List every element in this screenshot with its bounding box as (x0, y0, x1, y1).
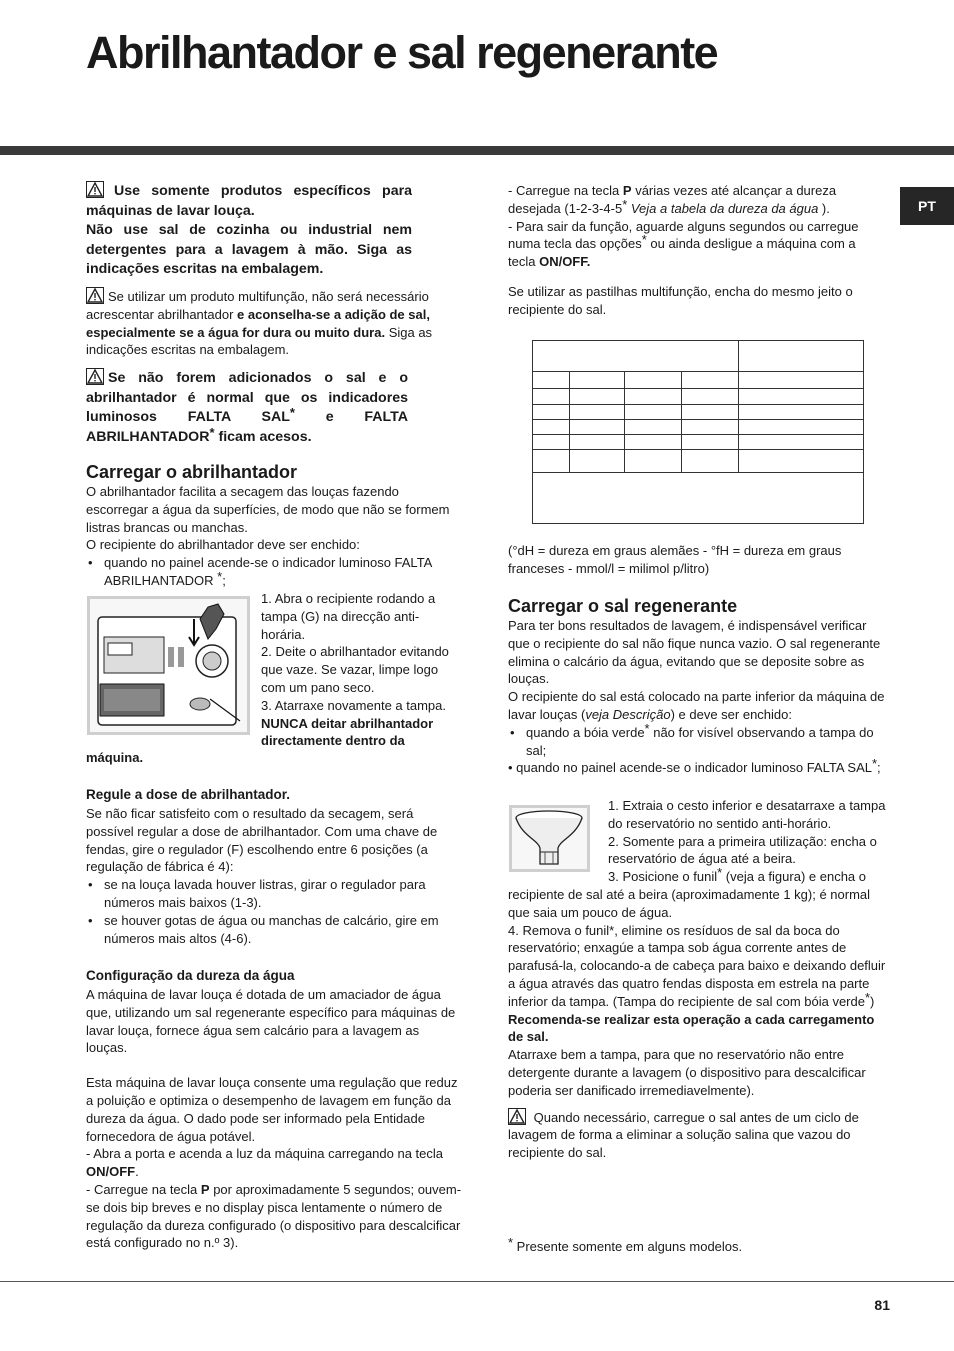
salt-text: Para ter bons resultados de lavagem, é indispensável verificar que o recipiente do sal não fique nunca vazio. O sal regenerante elimina o calcário da água, evitando que se deposite sobre as louças. O recipiente do sal está colocado na parte inferior da máquina de lavar louças (veja Descrição) e deve ser enchido: • quando a bóia verde* não for visível observando a tampa do sal; • quando no painel acende-se o indicador luminoso FALTA SAL*; (508, 618, 885, 776)
header-rule (0, 146, 954, 155)
language-tab: PT (900, 187, 954, 225)
warning-triangle-icon (86, 181, 104, 198)
warning-triangle-icon (508, 1108, 526, 1125)
warning-triangle-icon (86, 287, 104, 304)
salt-funnel-figure (509, 805, 590, 872)
page-title: Abrilhantador e sal regenerante (86, 27, 718, 78)
rinse-aid-dispenser-figure (87, 596, 250, 735)
hardness-steps-continued: - Carregue na tecla P várias vezes até alcançar a dureza desejada (1-2-3-4-5* Veja a tabela da dureza da água ). - Para sair da função, aguarde alguns segundos ou carregue numa tecla das opções* ou ainda desligue a máquina com a tecla ON/OFF. Se utilizar as pastilhas multifunção, encha do mesmo jeito o recipiente do sal. (508, 183, 859, 317)
heading-rinse-aid: Carregar o abrilhantador (86, 462, 298, 482)
footer-rule (0, 1281, 954, 1282)
footnote: * Presente somente em alguns modelos. (508, 1235, 743, 1254)
hardness-units-note: (°dH = dureza em graus alemães - °fH = dureza em graus franceses - mmol/l = milimol p/litro) (508, 543, 842, 576)
list-item: • se houver gotas de água ou manchas de calcário, gire em números mais altos (4-6). (88, 912, 439, 946)
list-item: • quando a bóia verde* não for visível observando a tampa do sal; (510, 720, 874, 758)
rinse-never-end: máquina. (86, 750, 144, 765)
salt-steps-1-3: 1. Extraia o cesto inferior e desatarraxe a tampa do reservatório no sentido anti-horário. 2. Somente para a primeira utilização: encha o reservatório de água até a beira. 3. Posicione o funil* (veja a figura) e encha o (608, 798, 886, 885)
rinse-aid-steps: 1. Abra o recipiente rodando a tampa (G) na direcção anti-horária. 2. Deite o abrilhantador evitando que vaze. Se vazar, limpe logo com um pano seco. 3. Atarraxe novamente a tampa. NUNCA deitar abrilhantador directamente dentro da (261, 591, 449, 749)
funnel-illustration (512, 808, 587, 869)
warning-triangle-icon (86, 368, 104, 385)
dispenser-illustration (90, 599, 247, 732)
salt-steps-4: recipiente de sal até a beira (aproximadamente 1 kg); é normal que saia um pouco de água. 4. Remova o funil*, elimine os resíduos de sal da boca do reservatório; enxagúe a tampa sob água corrente antes de parafusá-la, colocando-a de cabeça para baixo e deixando defluir a água através das quatro fendas disposta em estrela na parte inferior da tampa. (Tampa do recipiente de sal com bóia verde*) Recomenda-se realizar esta operação a cada carregamento de sal. Atarraxe bem a tampa, para que no reservatório não entre detergente durante a lavagem (o dispositivo para descalcificar poderia ser danificado irremediavelmente). Quando necessário, carregue o sal antes de um ciclo de lavagem de forma a eliminar a solução salina que vazou do recipiente do sal. (508, 887, 886, 1161)
dose-text: Se não ficar satisfeito com o resultado da secagem, será possível regular a dose de abrilhantador. Com uma chave de fendas, gire o regulador (F) escolhendo entre 6 posições (a regulação de fábrica é 4): • se na louça lavada houver listras, girar o regulador para números mais baixos (1-3). • se houver gotas de água ou manchas de calcário, gire em números mais altos (4-6). (86, 805, 458, 947)
heading-dose: Regule a dose de abrilhantador. (86, 787, 291, 802)
heading-water-hardness: Configuração da dureza da água (86, 968, 295, 983)
warning-indicators: Se não forem adicionados o sal e o abrilhantador é normal que os indicadores luminosos FALTA SAL* e FALTA ABRILHANTADOR* ficam acesos. (86, 370, 408, 445)
warning-multifunction: Se utilizar um produto multifunção, não será necessário acrescentar abrilhantador e aconselha-se a adição de sal, especialmente se a água for dura ou muito dura. Siga as indicações escritas na embalagem. (86, 289, 433, 358)
page-number: 81 (874, 1297, 890, 1313)
list-item: • quando no painel acende-se o indicador luminoso FALTA ABRILHANTADOR *; (88, 555, 432, 588)
water-hardness-table (532, 340, 864, 524)
water-hardness-text: A máquina de lavar louça é dotada de um amaciador de água que, utilizando um sal regenerante específico para máquinas de lavar louça, fornece água sem calcário para a lavagem as louças. Esta máquina de lavar louça consente uma regulação que reduz a poluição e optimiza o desempenho de lavagem em função da dureza da água. O dado pode ser informado pela Entidade fornecedora de água potável. - Abra a porta e acenda a luz da máquina carregando na tecla ON/OFF. - Carregue na tecla P por aproximadamente 5 segundos; ouvem-se dois bip breves e no display pisca lentamente o número de regulação da dureza configurado (o dispositivo para descalcificar está configurado no n.º 3). (86, 987, 462, 1251)
rinse-aid-text: O abrilhantador facilita a secagem das louças fazendo escorregar a água da superfícies, de modo que não se formem listras brancas ou manchas. O recipiente do abrilhantador deve ser enchido: • quando no painel acende-se o indicador luminoso FALTA ABRILHANTADOR *; (86, 483, 452, 590)
list-item: • se na louça lavada houver listras, girar o regulador para números mais baixos (1-3). (88, 877, 426, 910)
warning-specific-products: Use somente produtos específicos para máquinas de lavar louça. Não use sal de cozinha ou industrial nem detergentes para a lavagem à mão. Siga as indicações escritas na embalagem. (86, 183, 412, 277)
heading-salt: Carregar o sal regenerante (508, 596, 738, 616)
